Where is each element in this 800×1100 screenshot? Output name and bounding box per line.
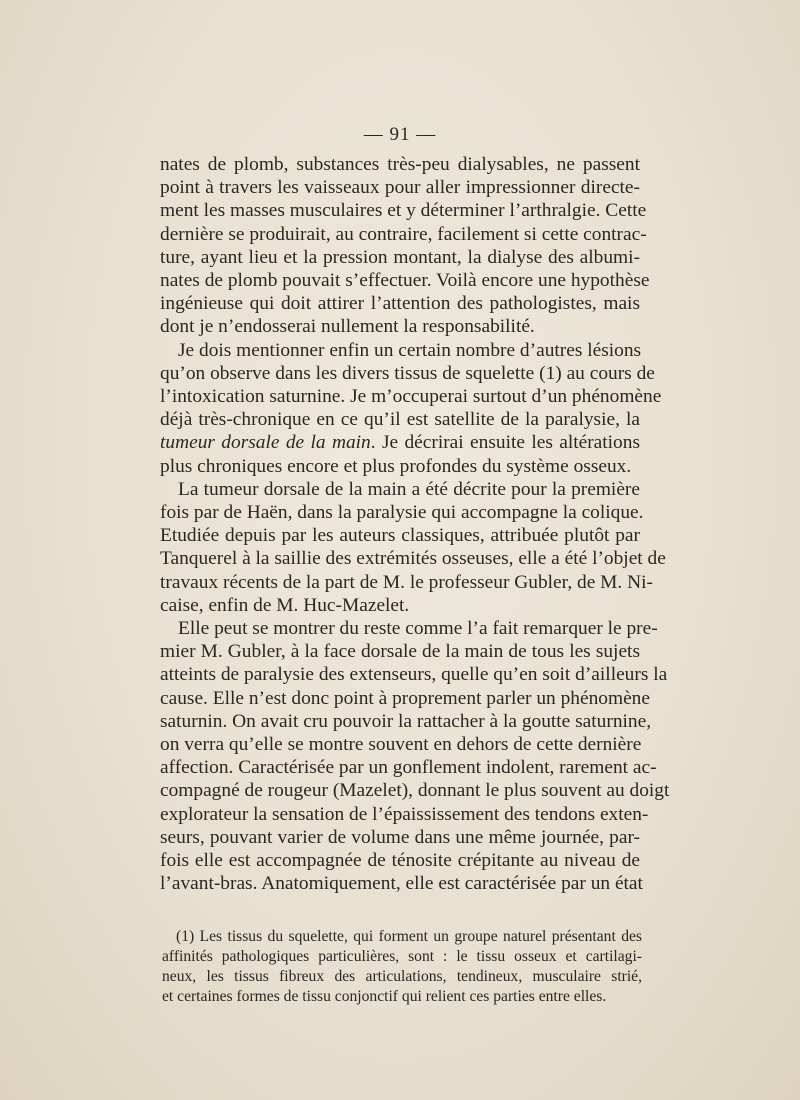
footnote-line: et certaines formes de tissu conjonctif qui relient ces parties entre elles. bbox=[162, 988, 607, 1005]
footnote bbox=[162, 927, 642, 1007]
text-line: déjà très-chronique en ce qu’il est satellite de la paralysie, la bbox=[160, 409, 640, 431]
text-line: dernière se produirait, au contraire, facilement si cette contrac- bbox=[160, 223, 647, 245]
text-line: saturnin. On avait cru pouvoir la rattacher à la goutte saturnine, bbox=[160, 710, 652, 732]
text-line: caise, enfin de M. Huc-Mazelet. bbox=[160, 594, 410, 616]
text-line: explorateur la sensation de l’épaississement des tendons exten- bbox=[160, 803, 649, 825]
body-text bbox=[160, 153, 670, 896]
text-line: dont je n’endosserai nullement la responsabilité. bbox=[160, 316, 535, 338]
footnote-line: (1) Les tissus du squelette, qui forment un groupe naturel présentant des bbox=[176, 928, 642, 945]
text-line: seurs, pouvant varier de volume dans une même journée, par- bbox=[160, 826, 640, 848]
footnote-line: affinités pathologiques particulières, sont : le tissu osseux et cartilagi- bbox=[162, 948, 642, 965]
text-line: ture, ayant lieu et la pression montant, la dialyse des albumi- bbox=[160, 246, 640, 268]
text-line: Je dois mentionner enfin un certain nombre d’autres lésions bbox=[178, 339, 642, 361]
text-line: Etudiée depuis par les auteurs classiques, attribuée plutôt par bbox=[160, 525, 640, 547]
text-line: Tanquerel à la saillie des extrémités osseuses, elle a été l’objet de bbox=[160, 548, 666, 570]
text-line: point à travers les vaisseaux pour aller impressionner directe- bbox=[160, 177, 640, 199]
text-line: tumeur dorsale de la main. Je décrirai ensuite les altérations bbox=[160, 432, 640, 454]
text-line: cause. Elle n’est donc point à proprement parler un phénomène bbox=[160, 687, 650, 709]
text-line: ment les masses musculaires et y déterminer l’arthralgie. Cette bbox=[160, 200, 647, 222]
text-line: fois elle est accompagnée de ténosite crépitante au niveau de bbox=[160, 850, 640, 872]
text-line: Elle peut se montrer du reste comme l’a fait remarquer le pre- bbox=[178, 618, 658, 640]
text-line: plus chroniques encore et plus profondes du système osseux. bbox=[160, 455, 632, 477]
footnote-line: neux, les tissus fibreux des articulations, tendineux, musculaire strié, bbox=[162, 968, 642, 985]
text-line: fois par de Haën, dans la paralysie qui accompagne la colique. bbox=[160, 502, 644, 524]
text-line: mier M. Gubler, à la face dorsale de la main de tous les sujets bbox=[160, 641, 640, 663]
text-line: compagné de rougeur (Mazelet), donnant le plus souvent au doigt bbox=[160, 780, 670, 802]
text-line: affection. Caractérisée par un gonflement indolent, rarement ac- bbox=[160, 757, 657, 779]
text-line: on verra qu’elle se montre souvent en dehors de cette dernière bbox=[160, 734, 642, 756]
text-line: l’avant-bras. Anatomiquement, elle est caractérisée par un état bbox=[160, 873, 643, 895]
emphasis-phrase: tumeur dorsale de la main bbox=[160, 432, 371, 454]
text-line: travaux récents de la part de M. le professeur Gubler, de M. Ni- bbox=[160, 571, 653, 593]
text-line: qu’on observe dans les divers tissus de squelette (1) au cours de bbox=[160, 362, 655, 384]
text-line: La tumeur dorsale de la main a été décrite pour la première bbox=[178, 478, 640, 500]
text-line: nates de plomb pouvait s’effectuer. Voilà encore une hypothèse bbox=[160, 270, 650, 292]
page-number: — 91 — bbox=[363, 124, 437, 145]
text-line: nates de plomb, substances très-peu dialysables, ne passent bbox=[160, 154, 640, 175]
text-line: l’intoxication saturnine. Je m’occuperai surtout d’un phénomène bbox=[160, 386, 662, 408]
text-line: ingénieuse qui doit attirer l’attention des pathologistes, mais bbox=[160, 293, 640, 315]
text-line: atteints de paralysie des extenseurs, quelle qu’en soit d’ailleurs la bbox=[160, 664, 668, 686]
